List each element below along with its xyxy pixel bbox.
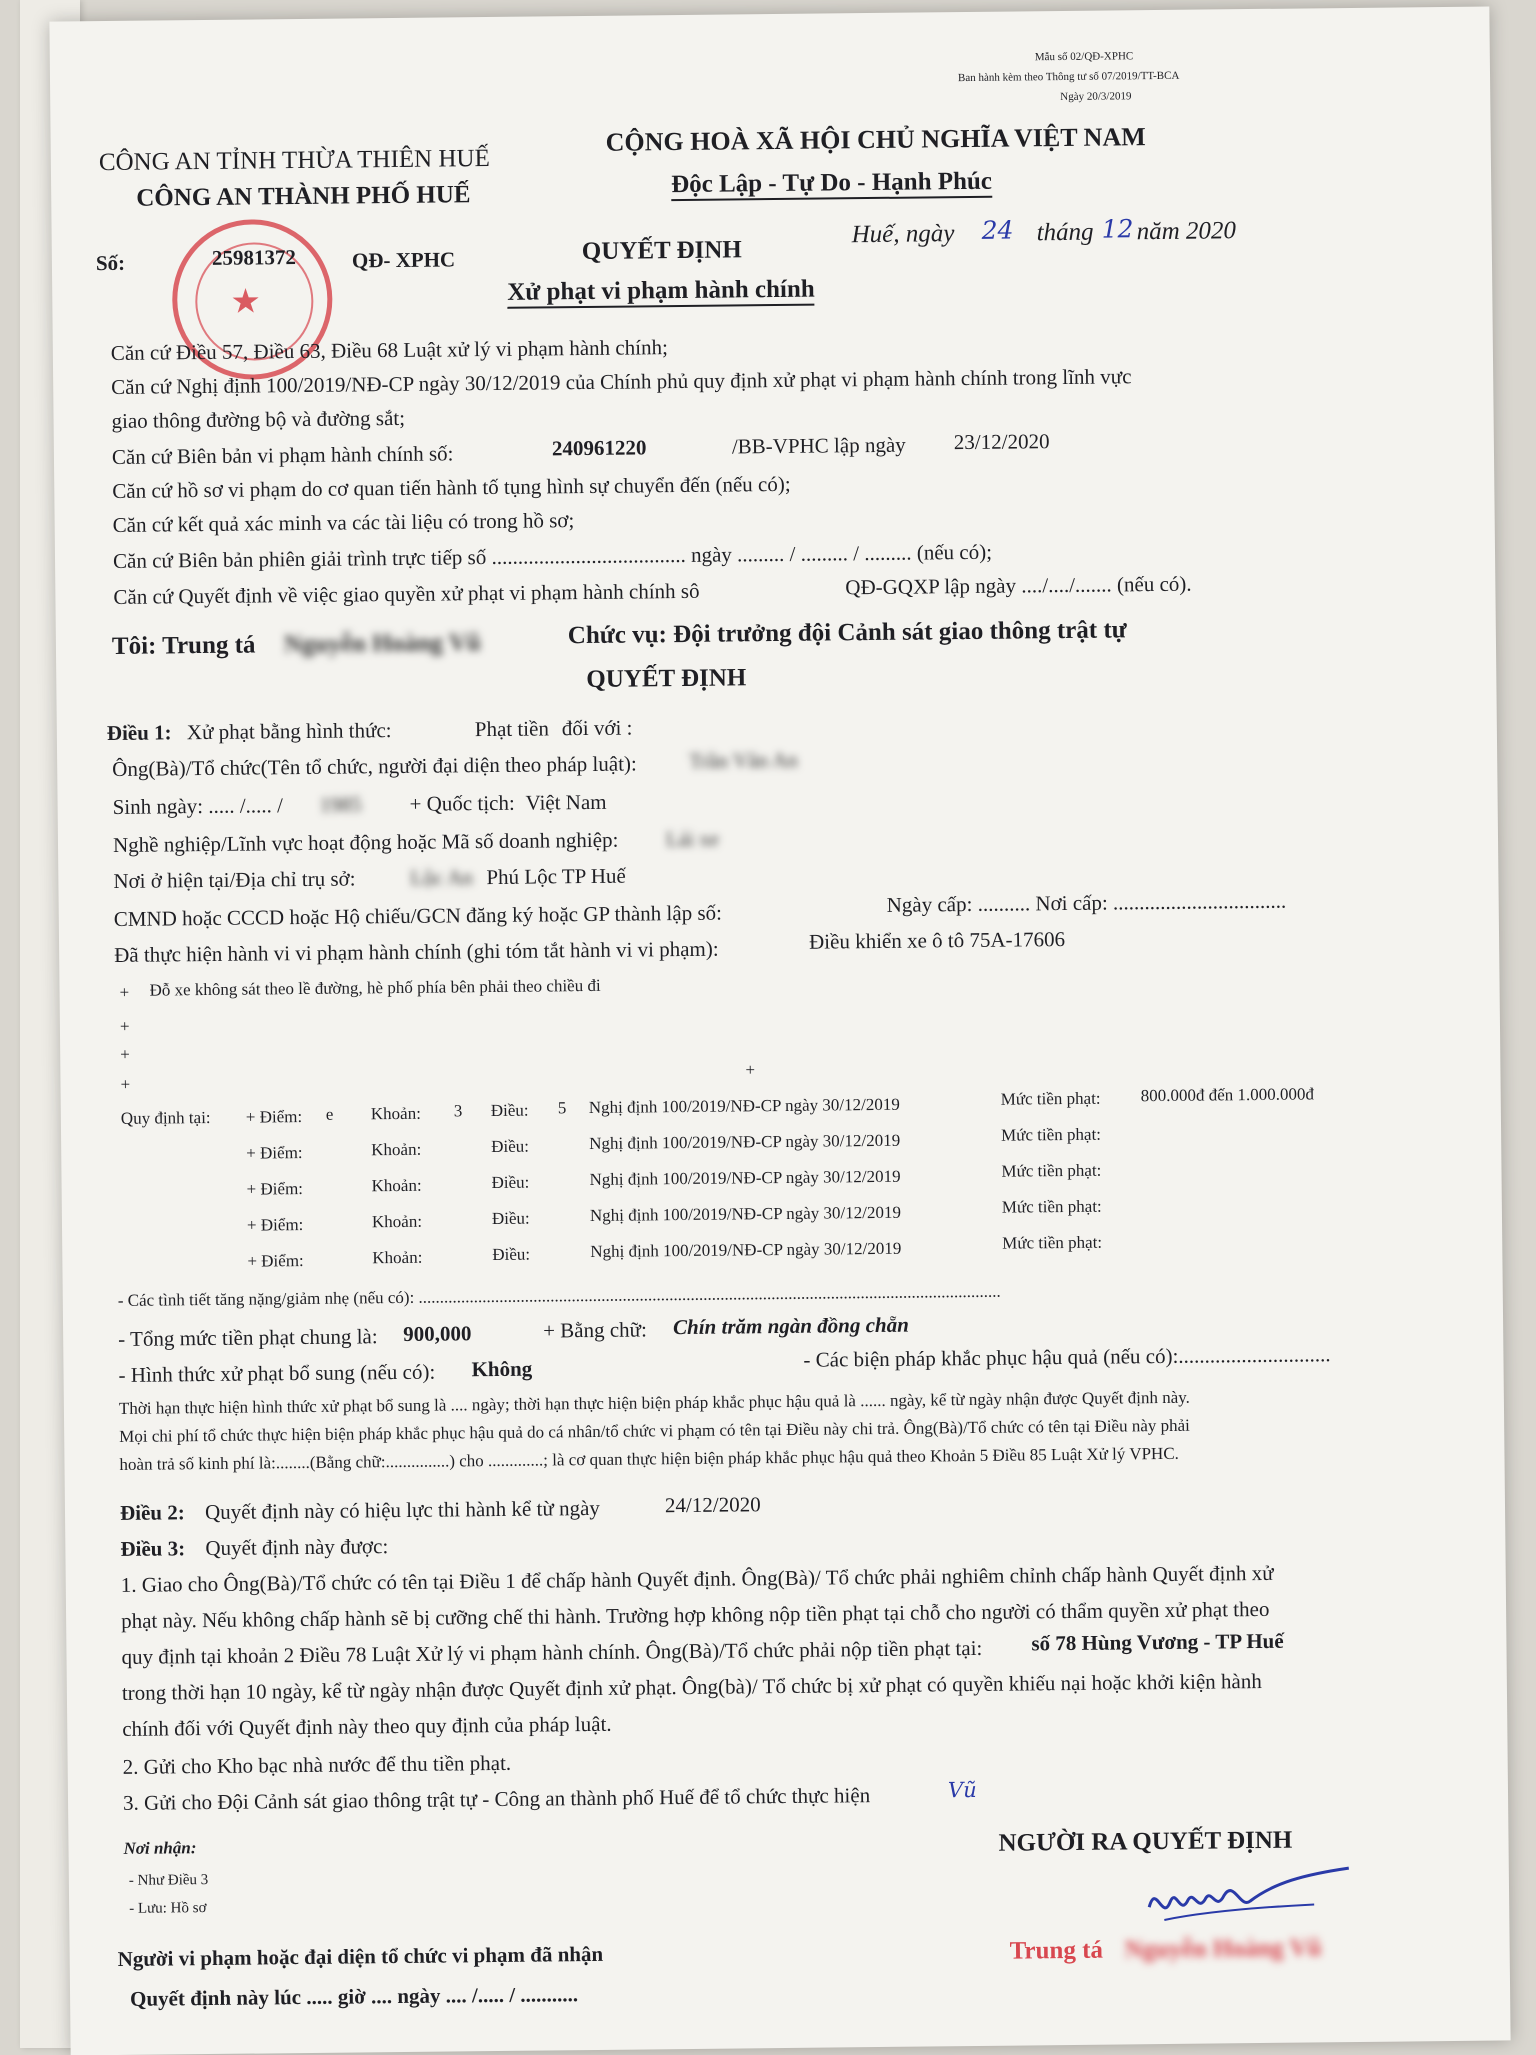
dieu-label: Điều: (491, 1172, 530, 1193)
khoan-value: 3 (453, 1101, 463, 1121)
bullet-3: + (120, 1044, 130, 1064)
id-label: CMND hoặc CCCD hoặc Hộ chiếu/GCN đăng ký hoặc GP thành lập số: (113, 900, 723, 931)
so-number: 25981372 (211, 245, 296, 270)
dieu1-label: Điều 1: (106, 720, 172, 746)
basis-line-6: Căn cứ kết quả xác minh va các tài liệu có trong hồ sơ; (112, 508, 575, 537)
fine-words-label: + Bằng chữ: (542, 1317, 647, 1343)
total-fine-label: - Tổng mức tiền phạt chung là: (118, 1324, 378, 1351)
dieu1-form-text: Xử phạt bằng hình thức: (186, 718, 392, 745)
violation-value: Điều khiển xe ô tô 75A-17606 (808, 927, 1066, 954)
basis-line-8: Căn cứ Quyết định về việc giao quyền xử phạt vi phạm hành chính sô (113, 578, 700, 609)
agency-line2: CÔNG AN THÀNH PHỐ HUẾ (136, 181, 471, 212)
dieu-label: Điều: (490, 1100, 529, 1121)
signer-name-redacted: Nguyễn Hoàng Vũ (1124, 1934, 1322, 1964)
dob-year-redacted: 1985 (319, 792, 362, 817)
diem-label: + Điểm: (247, 1251, 304, 1271)
aggravating-line: - Các tình tiết tăng nặng/giảm nhẹ (nếu có): ......................................................................................................................................... (117, 1281, 1001, 1310)
dieu-label: Điều: (491, 1136, 530, 1157)
diem-label: + Điểm: (246, 1179, 304, 1199)
decree-ref: Nghị định 100/2019/NĐ-CP ngày 30/12/2019 (589, 1130, 901, 1154)
recipients-title: Nơi nhận: (123, 1838, 197, 1858)
handwritten-initial: Vũ (947, 1777, 977, 1803)
khoan-label: Khoản: (372, 1247, 423, 1268)
date-day-handwritten: 24 (981, 215, 1014, 245)
address-label: Nơi ở hiện tại/Địa chỉ trụ sở: (113, 866, 356, 893)
recipient-item: - Như Điều 3 (128, 1872, 209, 1889)
dieu3-p5: chính đối với Quyết định này theo quy định của pháp luật. (122, 1711, 612, 1741)
khoan-label: Khoản: (371, 1175, 422, 1196)
diem-label: + Điểm: (246, 1215, 304, 1235)
nationality-label: + Quốc tịch: (409, 790, 515, 816)
nationality-value: Việt Nam (525, 789, 607, 815)
diem-label: + Điểm: (245, 1107, 303, 1127)
recipient-item: - Lưu: Hồ sơ (129, 1900, 207, 1917)
date-year: năm 2020 (1136, 217, 1237, 246)
khoan-label: Khoản: (371, 1139, 422, 1160)
signer-rank: Trung tá (1009, 1936, 1104, 1965)
fine-label: Mức tiền phạt: (1001, 1160, 1102, 1181)
officer-name-redacted: Nguyễn Hoàng Vũ (283, 629, 481, 659)
total-fine-value: 900,000 (403, 1321, 472, 1346)
dieu1-form-value: Phạt tiền (474, 716, 550, 742)
nation-title: CỘNG HOÀ XÃ HỘI CHỦ NGHĨA VIỆT NAM (605, 122, 1146, 157)
bb-suffix: /BB-VPHC lập ngày (731, 432, 906, 459)
seal-star-icon: ★ (230, 283, 262, 321)
basis-line-2: Căn cứ Nghị định 100/2019/NĐ-CP ngày 30/12/2019 của Chính phủ quy định xử phạt vi phạm hành chính trong lĩnh vực (111, 364, 1132, 399)
penalty-para-1: Thời hạn thực hiện hình thức xử phạt bổ sung là .... ngày; thời hạn thực hiện biện pháp khắc phục hậu quả là ...... ngày, kể từ ngày nhận được Quyết định này. (118, 1387, 1190, 1418)
dieu3-label: Điều 3: (120, 1536, 186, 1561)
dieu2-label: Điều 2: (119, 1500, 185, 1525)
dieu3-p3: quy định tại khoản 2 Điều 78 Luật Xử lý vi phạm hành chính. Ông(Bà)/Tổ chức phải nộp tiền phạt tại: (121, 1635, 983, 1669)
fine-words-value: Chín trăm ngàn đồng chẵn (672, 1312, 909, 1340)
fine-label: Mức tiền phạt: (1001, 1124, 1102, 1145)
extra-penalty-label: - Hình thức xử phạt bổ sung (nếu có): (118, 1359, 436, 1387)
officer-rank: Tôi: Trung tá (111, 631, 256, 660)
basis-line-5: Căn cứ hồ sơ vi phạm do cơ quan tiến hành tố tụng hình sự chuyển đến (nếu có); (112, 471, 791, 503)
remedy-label: - Các biện pháp khắc phục hậu quả (nếu có):............................. (803, 1342, 1331, 1372)
dieu2-text: Quyết định này có hiệu lực thi hành kể từ ngày (204, 1495, 600, 1525)
decision-subtitle: Xử phạt vi phạm hành chính (507, 276, 815, 309)
decision-heading: QUYẾT ĐỊNH (586, 664, 747, 694)
person-name-redacted: Trần Văn An (689, 747, 798, 773)
penalty-para-2: Mọi chi phí tổ chức thực hiện biện pháp khắc phục hậu quả do cá nhân/tổ chức vi phạm có tên tại Điều này chi trả. Ông(Bà)/Tổ chức có tên tại Điều này phải (119, 1415, 1190, 1446)
dieu3-p2: phạt này. Nếu không chấp hành sẽ bị cưỡng chế thi hành. Trường hợp không nộp tiền phạt tại chỗ cho người có thẩm quyền xử phạt theo (121, 1596, 1270, 1633)
diem-label: + Điểm: (246, 1143, 303, 1163)
decision-title: QUYẾT ĐỊNH (581, 236, 742, 266)
decree-ref: Nghị định 100/2019/NĐ-CP ngày 30/12/2019 (589, 1166, 901, 1190)
payment-place: số 78 Hùng Vương - TP Huế (1031, 1628, 1284, 1656)
decree-ref: Nghị định 100/2019/NĐ-CP ngày 30/12/2019 (589, 1202, 902, 1225)
stray-plus: + (745, 1060, 756, 1080)
address-redacted: Lộc An (410, 865, 473, 890)
bullet-2: + (119, 1016, 130, 1036)
job-label: Nghề nghiệp/Lĩnh vực hoạt động hoặc Mã số doanh nghiệp: (112, 827, 619, 857)
basis-line-4: Căn cứ Biên bản vi phạm hành chính số: (111, 441, 454, 469)
bb-date: 23/12/2020 (953, 429, 1050, 455)
form-ref-line2: Ban hành kèm theo Thông tư số 07/2019/TT-BCA (957, 69, 1180, 85)
so-label: Số: (95, 250, 126, 276)
decision-document (49, 7, 1510, 2055)
dieu3-p6: 2. Gửi cho Kho bạc nhà nước để thu tiền phạt. (122, 1750, 512, 1779)
receipt-line-1: Người vi phạm hoặc đại diện tổ chức vi phạm đã nhận (117, 1941, 604, 1971)
gqxp-line: QĐ-GQXP lập ngày ..../..../....... (nếu có). (845, 571, 1192, 600)
job-value-redacted: Lái xe (665, 826, 720, 852)
motto: Độc Lập - Tự Do - Hạnh Phúc (671, 168, 992, 201)
date-month-label: tháng (1036, 218, 1094, 247)
dieu-label: Điều: (492, 1244, 531, 1265)
khoan-label: Khoản: (371, 1211, 423, 1232)
issue-label: Ngày cấp: .......... Nơi cấp: ................................. (886, 888, 1287, 917)
dieu3-p4: trong thời hạn 10 ngày, kể từ ngày nhận được Quyết định xử phạt. Ông(bà)/ Tổ chức bị xử phạt có quyền khiếu nại hoặc khởi kiện hành (121, 1668, 1262, 1705)
so-suffix: QĐ- XPHC (351, 247, 456, 273)
date-month-handwritten: 12 (1101, 214, 1134, 244)
khoan-label: Khoản: (370, 1103, 421, 1124)
dob-label: Sinh ngày: ..... /..... / (112, 793, 284, 819)
signature-icon (1144, 1860, 1355, 1932)
penalty-para-3: hoàn trả số kinh phí là:........(Bằng chữ:...............) cho .............; là cơ quan thực hiện biện pháp khắc phục hậu quả theo Khoản 5 Điều 85 Luật Xử lý VPHC. (119, 1443, 1179, 1474)
extra-penalty-value: Không (471, 1356, 533, 1382)
basis-line-1: Căn cứ Điều 57, Điều 63, Điều 68 Luật xử lý vi phạm hành chính; (110, 335, 668, 365)
basis-line-3: giao thông đường bộ và đường sắt; (111, 405, 406, 433)
fine-label: Mức tiền phạt: (1000, 1088, 1101, 1109)
bullet-1: + (119, 982, 130, 1002)
bullet-1-text: Đỗ xe không sát theo lề đường, hè phố phía bên phải theo chiều đi (149, 975, 601, 1000)
fine-label: Mức tiền phạt: (1001, 1196, 1102, 1217)
violation-label: Đã thực hiện hành vi vi phạm hành chính (ghi tóm tắt hành vi vi phạm): (114, 936, 719, 967)
place-date-label: Huế, ngày (851, 220, 955, 249)
fine-label: Mức tiền phạt: (1002, 1232, 1103, 1253)
form-ref-line1: Mẫu số 02/QĐ-XPHC (1034, 50, 1134, 64)
form-ref-line3: Ngày 20/3/2019 (1060, 90, 1132, 104)
dieu3-text: Quyết định này được: (205, 1534, 389, 1561)
basis-line-7: Căn cứ Biên bản phiên giải trình trực tiếp số ..................................... ngày ......... / ......... / ......... (nếu có); (112, 539, 993, 573)
fine-value: 800.000đ đến 1.000.000đ (1140, 1084, 1315, 1106)
dieu-label: Điều: (491, 1208, 530, 1229)
decree-ref: Nghị định 100/2019/NĐ-CP ngày 30/12/2019 (590, 1238, 902, 1261)
address-value: Phú Lộc TP Huế (486, 863, 626, 890)
bullet-4: + (120, 1074, 131, 1094)
diem-value: e (325, 1104, 334, 1124)
dieu1-doi-voi: đối với : (561, 715, 633, 741)
decree-ref: Nghị định 100/2019/NĐ-CP ngày 30/12/2019 (588, 1094, 900, 1118)
dieu3-p1: 1. Giao cho Ông(Bà)/Tổ chức có tên tại Điều 1 để chấp hành Quyết định. Ông(Bà)/ Tổ chức phải nghiêm chỉnh chấp hành Quyết định xử (120, 1560, 1274, 1597)
officer-position: Chức vụ: Đội trưởng đội Cảnh sát giao thông trật tự (567, 616, 1127, 650)
dieu2-date: 24/12/2020 (664, 1492, 761, 1518)
bb-number: 240961220 (551, 435, 647, 461)
agency-line1: CÔNG AN TỈNH THỪA THIÊN HUẾ (98, 144, 490, 177)
dieu3-p7: 3. Gửi cho Đội Cảnh sát giao thông trật tự - Công an thành phố Huế để tổ chức thực hiện (122, 1783, 871, 1815)
regulations-label: Quy định tại: (120, 1107, 211, 1128)
signer-title: NGƯỜI RA QUYẾT ĐỊNH (998, 1826, 1293, 1857)
receipt-line-2: Quyết định này lúc ..... giờ .... ngày .... /..... / ........... (129, 1982, 579, 2011)
person-label: Ông(Bà)/Tổ chức(Tên tổ chức, người đại diện theo pháp luật): (112, 751, 637, 781)
dieu-value: 5 (557, 1098, 567, 1118)
